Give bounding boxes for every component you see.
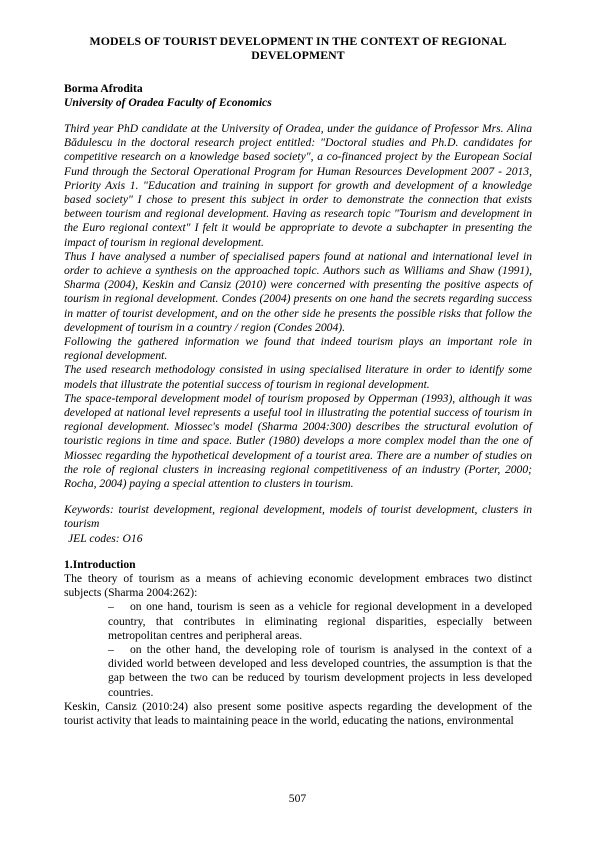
keywords: Keywords: tourist development, regional development, models of tourist development, clusters in tourism — [64, 503, 532, 531]
page-number: 507 — [288, 792, 307, 805]
bullet-list — [64, 600, 532, 699]
paper-page — [64, 34, 532, 728]
author-name: Borma Afrodita — [64, 82, 143, 95]
closing-paragraph: Keskin, Cansiz (2010:24) also present some positive aspects regarding the development of the tourist activity that leads to maintaining peace in the world, educating the nations, environmental — [64, 699, 532, 727]
abstract-paragraph-2: Thus I have analysed a number of specialised papers found at national and international level in order to achieve a synthesis on the approached topic. Authors such as Williams and Shaw (1991), Sharma (2004), Keskin and Cansiz (2010) were concerned with presenting the positive aspects of tourism in regional development. Condes (2004) presents on one hand the secrets regarding success in matter of tourist development, and on the other side he presents the possible risks that follow the development of tourism in a country / region (Condes 2004). — [64, 249, 532, 334]
abstract-paragraph-3: Following the gathered information we found that indeed tourism plays an important role in regional development. — [64, 335, 532, 363]
list-item — [108, 643, 532, 700]
abstract — [64, 122, 532, 491]
dash-marker: – — [108, 600, 114, 614]
list-item-text: on one hand, tourism is seen as a vehicle for regional development in a developed country, that contributes in eliminating regional disparities, especially between metropolitan centres and peripheral areas. — [108, 600, 532, 642]
list-item-text: on the other hand, the developing role of tourism is analysed in the context of a divided world between developed and less developed countries, the assumption is that the gap between the two can be reduced by tourism development projects in less developed countries. — [108, 642, 532, 699]
intro-paragraph: The theory of tourism as a means of achieving economic development embraces two distinct subjects (Sharma 2004:262): — [64, 571, 532, 600]
paper-title: MODELS OF TOURIST DEVELOPMENT IN THE CONTEXT OF REGIONAL DEVELOPMENT — [89, 34, 507, 62]
abstract-paragraph-1: Third year PhD candidate at the University of Oradea, under the guidance of Professor Mrs. Alina Bădulescu in the doctoral research project entitled: "Doctoral studies and Ph.D. candidates for competitive research on a knowledge based society", a co-financed project by the European Social Fund through the Sectoral Operational Program for Human Resources Development 2007 - 2013, Priority Axis 1. "Education and training in support for growth and development of a knowledge based society" I chose to present this subject in order to demonstrate the connection that exists between tourism and regional development. Having as research topic "Tourism and development in the Euro regional context" I felt it would be appropriate to devote a subchapter in presenting the impact of tourism in regional development. — [64, 122, 532, 249]
author-affiliation: University of Oradea Faculty of Economics — [64, 96, 272, 109]
section-heading: 1.Introduction — [64, 557, 136, 571]
dash-marker: – — [108, 642, 114, 656]
jel-codes: JEL codes: O16 — [68, 531, 143, 545]
abstract-paragraph-5: The space-temporal development model of tourism proposed by Opperman (1993), although it was developed at national level represents a useful tool in illustrating the potential success of tourism in regional development. Miossec's model (Sharma 2004:300) describes the structural evolution of touristic regions in time and space. Butler (1980) develops a more complex model than the one of Miossec regarding the hypothetical development of a tourist area. There are a number of studies on the role of regional clusters in increasing regional competitiveness of an industry (Porter, 2000; Rocha, 2004) paying a special attention to clusters in tourism. — [64, 391, 532, 491]
abstract-paragraph-4: The used research methodology consisted in using specialised literature in order to identify some models that illustrate the potential success of tourism in regional development. — [64, 363, 532, 391]
list-item — [108, 600, 532, 643]
